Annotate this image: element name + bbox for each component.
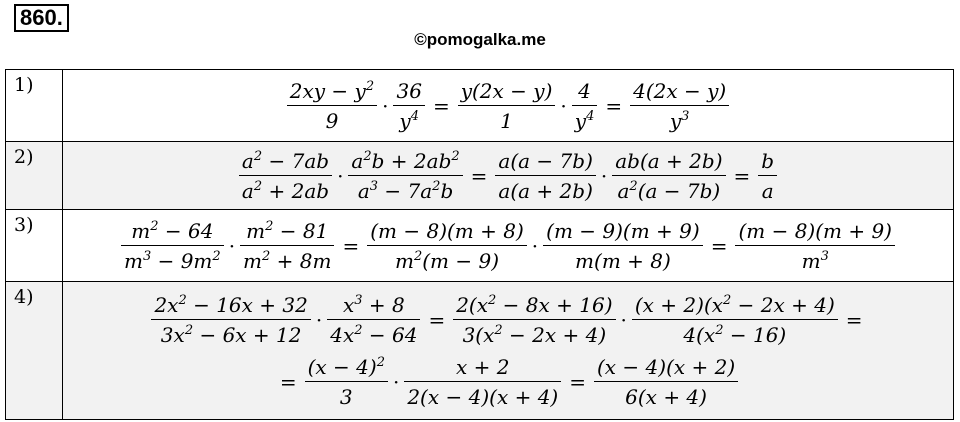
- formula-2: $\frac{a^2 - 7ab}{a^2 + 2ab}$ · $\frac{a^2b + 2ab^2}{a^3 - 7a^2b}$ = $\frac{a(a - 7b)}{a(a + 2b)}$ · $\frac{ab(a + 2b)}{a^2(a - 7b)}$ = $\frac{b}{a}$: [63, 149, 953, 203]
- formula-cell: [63, 282, 954, 420]
- formula-cell: [63, 142, 954, 210]
- watermark: ©pomogalka.me: [414, 30, 546, 49]
- formula-cell: [63, 210, 954, 282]
- solution-table: [5, 69, 954, 420]
- table-row: [6, 70, 954, 142]
- formula-1: $\frac{2xy - y^2}{9}$ · $\frac{36}{y^4}$ = $\frac{y(2x - y)}{1}$ · $\frac{4}{y^4}$ = $\frac{4(2x - y)}{y^3}$: [63, 79, 953, 133]
- table-row: [6, 282, 954, 420]
- formula-cell: [63, 70, 954, 142]
- row-label: 1): [6, 70, 63, 142]
- formula-4-line-2: = $\frac{(x - 4)^2}{3}$ · $\frac{x + 2}{2(x - 4)(x + 4)}$ = $\frac{(x - 4)(x + 2)}{6(x + 4)}$: [63, 355, 953, 409]
- table-row: [6, 210, 954, 282]
- row-label: 4): [6, 282, 63, 420]
- formula-4-line-1: $\frac{2x^2 - 16x + 32}{3x^2 - 6x + 12}$ · $\frac{x^3 + 8}{4x^2 - 64}$ = $\frac{2(x^2 - 8x + 16)}{3(x^2 - 2x + 4)}$ · $\frac{(x + 2)(x^2 - 2x + 4)}{4(x^2 - 16)}$ =: [63, 293, 953, 347]
- row-label: 3): [6, 210, 63, 282]
- formula-3: $\frac{m^2 - 64}{m^3 - 9m^2}$ · $\frac{m^2 - 81}{m^2 + 8m}$ = $\frac{(m - 8)(m + 8)}{m^2(m - 9)}$ · $\frac{(m - 9)(m + 9)}{m(m + 8)}$ = $\frac{(m - 8)(m + 9)}{m^3}$: [63, 219, 953, 273]
- row-label: 2): [6, 142, 63, 210]
- table-row: [6, 142, 954, 210]
- exercise-number: 860.: [14, 4, 69, 32]
